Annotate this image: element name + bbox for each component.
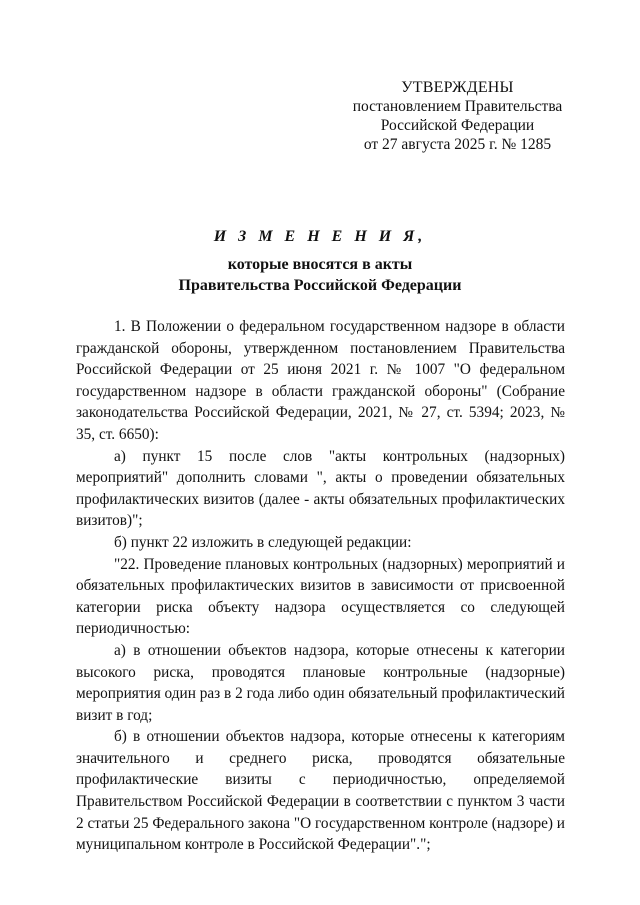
approval-stamp [340, 78, 575, 154]
approval-heading: УТВЕРЖДЕНЫ [401, 79, 514, 96]
document-body [76, 316, 565, 856]
paragraph-3: б) пункт 22 изложить в следующей редакции: [114, 533, 412, 551]
title-subtitle-2: Правительства Российской Федерации [178, 277, 462, 294]
approval-line-2: Российской Федерации [380, 117, 535, 134]
document-title [0, 226, 640, 296]
paragraph-6: б) в отношении объектов надзора, которые отнесены к категориям значительного и среднего риска, проводятся обязательные профилактические визиты с периодичностью, определяемой Правительством Российской Федерации в соответствии с пунктом 3 части 2 статьи 25 Федерального закона "О государственном контроле (надзоре) и муниципальном контроле в Российской Федерации"."; [76, 728, 565, 854]
approval-line-1: постановлением Правительства [352, 98, 563, 115]
paragraph-5: а) в отношении объектов надзора, которые отнесены к категории высокого риска, проводятся плановые контрольные (надзорные) мероприятия один раз в 2 года либо один обязательный профилактический визит в год; [76, 641, 565, 724]
title-main: И З М Е Н Е Н И Я, [213, 228, 427, 245]
paragraph-4: "22. Проведение плановых контрольных (надзорных) мероприятий и обязательных профилактических визитов в зависимости от присвоенной категории риска объекту надзора осуществляется со следующей периодичностью: [76, 555, 565, 638]
title-subtitle-1: которые вносятся в акты [227, 256, 413, 273]
paragraph-2: а) пункт 15 после слов "акты контрольных (надзорных) мероприятий" дополнить словами ", акты о проведении обязательных профилактических визитов (далее - акты обязательных профилактических визитов)"; [76, 447, 565, 530]
approval-line-3: от 27 августа 2025 г. № 1285 [363, 136, 552, 153]
paragraph-1: 1. В Положении о федеральном государственном надзоре в области гражданской обороны, утвержденном постановлением Правительства Российской Федерации от 25 июня 2021 г. № 1007 "О федеральном государственном надзоре в области гражданской обороны" (Собрание законодательства Российской Федерации, 2021, № 27, ст. 5394; 2023, № 35, ст. 6650): [76, 318, 565, 443]
